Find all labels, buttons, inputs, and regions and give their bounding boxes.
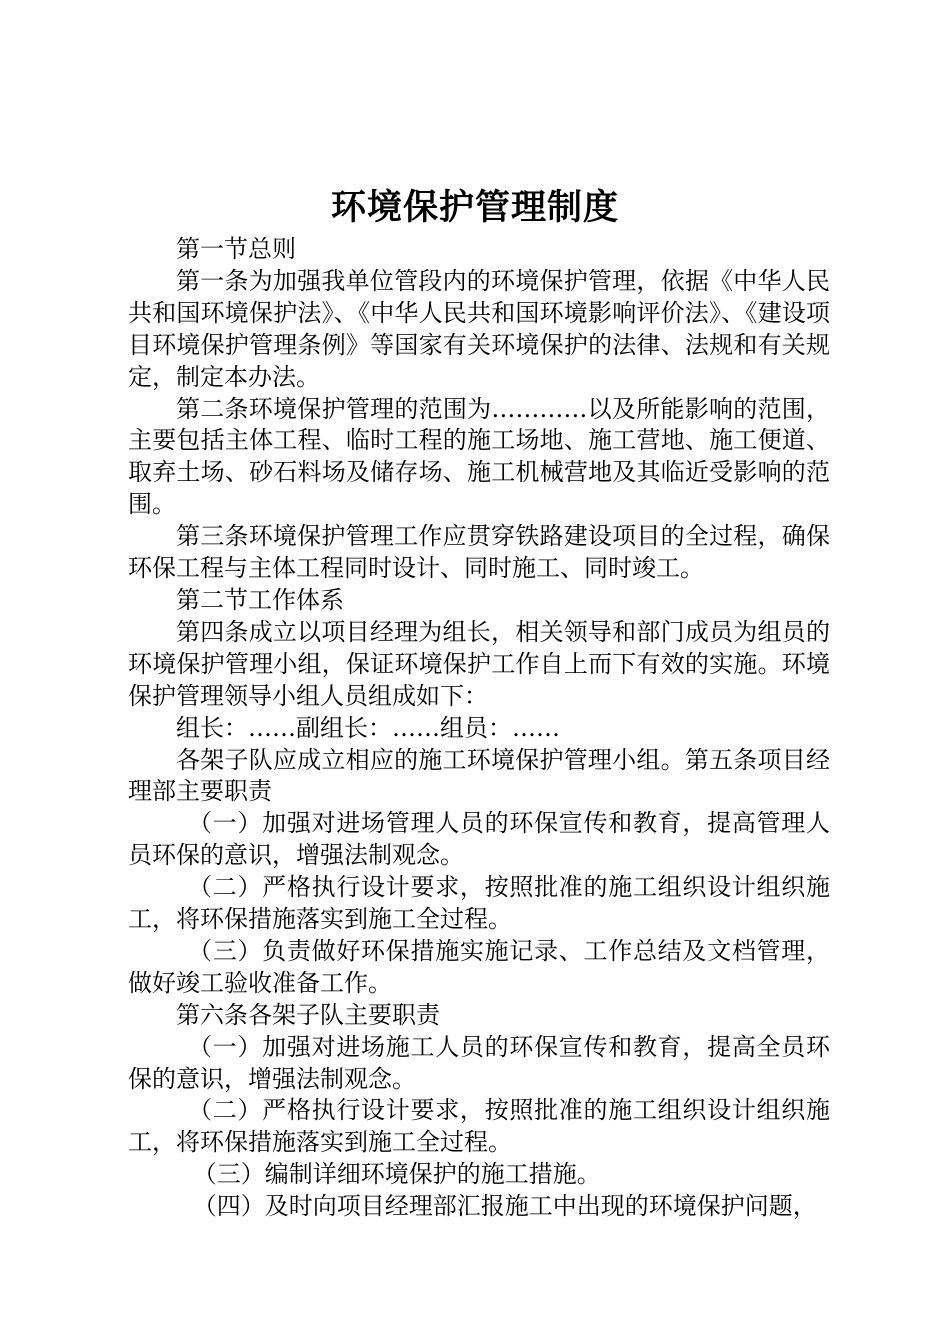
article-6-item-3: （三）编制详细环境保护的施工措施。: [192, 1160, 601, 1189]
article-5-intro: 各架子队应成立相应的施工环境保护管理小组。第五条项目经理部主要职责: [128, 745, 830, 806]
section-heading-work-system: 第二节工作体系: [176, 585, 344, 614]
article-6-heading: 第六条各架子队主要职责: [176, 1000, 440, 1029]
article-5-item-3: （三）负责做好环保措施实施记录、工作总结及文档管理，做好竣工验收准备工作。: [128, 936, 830, 997]
group-members-line: 组长：……副组长：……组员：……: [176, 713, 560, 742]
article-1: 第一条为加强我单位管段内的环境保护管理，依据《中华人民共和国环境保护法》、《中华人民共和国环境影响评价法》、《建设项目环境保护管理条例》等国家有关环境保护的法律、法规和有关规定，制定本办法。: [128, 266, 830, 391]
article-6-item-2: （二）严格执行设计要求，按照批准的施工组织设计组织施工，将环保措施落实到施工全过程。: [128, 1096, 830, 1157]
article-4: 第四条成立以项目经理为组长，相关领导和部门成员为组员的环境保护管理小组，保证环境保护工作自上而下有效的实施。环境保护管理领导小组人员组成如下：: [128, 617, 830, 710]
document-body: [128, 234, 830, 1223]
article-5-item-1: （一）加强对进场管理人员的环保宣传和教育，提高管理人员环保的意识，增强法制观念。: [128, 809, 830, 870]
article-5-item-2: （二）严格执行设计要求，按照批准的施工组织设计组织施工，将环保措施落实到施工全过程。: [128, 873, 830, 934]
article-6-item-4: （四）及时向项目经理部汇报施工中出现的环境保护问题，: [192, 1192, 817, 1221]
article-3: 第三条环境保护管理工作应贯穿铁路建设项目的全过程，确保环保工程与主体工程同时设计、同时施工、同时竣工。: [128, 522, 830, 583]
section-heading-general: 第一节总则: [176, 235, 296, 263]
document-title: 环境保护管理制度: [330, 188, 619, 228]
article-2: 第二条环境保护管理的范围为…………以及所能影响的范围，主要包括主体工程、临时工程的施工场地、施工营地、施工便道、取弃土场、砂石料场及储存场、施工机械营地及其临近受影响的范围。: [128, 394, 830, 519]
article-6-item-1: （一）加强对进场施工人员的环保宣传和教育，提高全员环保的意识，增强法制观念。: [128, 1032, 830, 1093]
